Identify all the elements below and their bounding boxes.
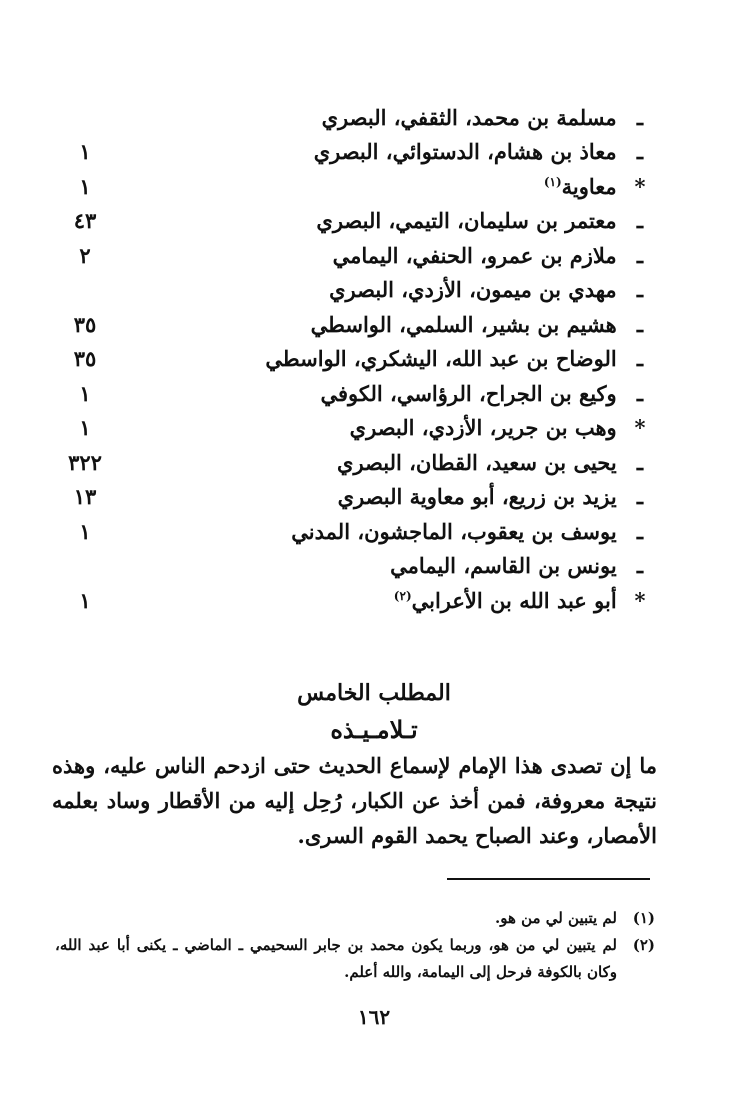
asterisk-marker: * bbox=[634, 173, 646, 199]
narration-count: ١ bbox=[79, 173, 91, 199]
narration-count: ١ bbox=[79, 518, 91, 544]
footnote-1 bbox=[55, 905, 655, 932]
narrator-entry bbox=[130, 553, 652, 578]
footnote-separator bbox=[447, 878, 650, 880]
list-item bbox=[40, 583, 652, 618]
list-item bbox=[40, 307, 652, 342]
narrator-name: أبو عبد الله بن الأعرابي bbox=[411, 587, 617, 613]
footnote-number: (٢) bbox=[632, 936, 655, 954]
dash-marker: ـ bbox=[636, 346, 644, 372]
dash-marker: ـ bbox=[636, 380, 644, 406]
narrator-entry bbox=[130, 277, 652, 302]
body-paragraph: ما إن تصدى هذا الإمام لإسماع الحديث حتى ازدحم الناس عليه، وهذه نتيجة معروفة، فمن أخذ عن الكبار، رُحِل إليه من الأقطار وساد بعلمه الأمصار، وعند الصباح يحمد القوم السرى. bbox=[52, 753, 657, 848]
narration-count: ٣٥ bbox=[73, 346, 97, 372]
footnote-text: لم يتبين لي من هو. bbox=[494, 909, 617, 927]
narrator-name: يوسف بن يعقوب، الماجشون، المدني bbox=[291, 518, 617, 544]
footnotes bbox=[55, 905, 655, 986]
dash-marker: ـ bbox=[636, 484, 644, 510]
dash-marker: ـ bbox=[636, 208, 644, 234]
footnote-reference[interactable]: (٢) bbox=[393, 588, 412, 603]
dash-marker: ـ bbox=[636, 139, 644, 165]
list-item bbox=[40, 411, 652, 446]
section-subtitle: تـلامـيـذه bbox=[330, 715, 418, 744]
narrator-entry bbox=[130, 346, 652, 371]
narrator-entry bbox=[130, 484, 652, 509]
list-item bbox=[40, 100, 652, 135]
narrator-name: يحيى بن سعيد، القطان، البصري bbox=[337, 449, 617, 475]
narrator-entry bbox=[130, 174, 652, 199]
narrator-name: معتمر بن سليمان، التيمي، البصري bbox=[316, 208, 617, 234]
list-item bbox=[40, 273, 652, 308]
dash-marker: ـ bbox=[636, 104, 644, 130]
dash-marker: ـ bbox=[636, 242, 644, 268]
narrator-name: مهدي بن ميمون، الأزدي، البصري bbox=[329, 277, 617, 303]
narration-count: ٤٣ bbox=[73, 208, 97, 234]
narrator-entry bbox=[130, 450, 652, 475]
footnote-number: (١) bbox=[632, 909, 655, 927]
dash-marker: ـ bbox=[636, 277, 644, 303]
list-item bbox=[40, 480, 652, 515]
narrator-entry bbox=[130, 415, 652, 440]
narrator-name: هشيم بن بشير، السلمي، الواسطي bbox=[310, 311, 617, 337]
narrator-name: معاوية bbox=[561, 173, 617, 199]
narrator-name: معاذ بن هشام، الدستوائي، البصري bbox=[313, 139, 617, 165]
page-number: ١٦٢ bbox=[357, 1005, 391, 1029]
narration-count: ١ bbox=[79, 380, 91, 406]
narrator-name: يزيد بن زريع، أبو معاوية البصري bbox=[337, 484, 617, 510]
narration-count: ٣٥ bbox=[73, 311, 97, 337]
narrators-list bbox=[40, 100, 652, 618]
list-item bbox=[40, 445, 652, 480]
footnote-text: لم يتبين لي من هو، وربما يكون محمد بن جابر السحيمي ـ الماضي ـ يكنى أبا عبد الله، وكان بالكوفة فرحل إلى اليمامة، والله أعلم. bbox=[55, 936, 617, 981]
section-title: المطلب الخامس bbox=[297, 680, 451, 706]
narrator-name: الوضاح بن عبد الله، اليشكري، الواسطي bbox=[265, 346, 617, 372]
list-item bbox=[40, 238, 652, 273]
narrator-entry bbox=[130, 588, 652, 613]
narrator-entry bbox=[130, 243, 652, 268]
footnote-reference[interactable]: (١) bbox=[543, 174, 562, 189]
narration-count: ٢ bbox=[79, 242, 91, 268]
list-item bbox=[40, 204, 652, 239]
narrator-entry bbox=[130, 139, 652, 164]
narration-count: ١ bbox=[79, 415, 91, 441]
narrator-entry bbox=[130, 519, 652, 544]
list-item bbox=[40, 169, 652, 204]
narrator-entry bbox=[130, 105, 652, 130]
narrator-entry bbox=[130, 312, 652, 337]
dash-marker: ـ bbox=[636, 311, 644, 337]
list-item bbox=[40, 376, 652, 411]
narration-count: ١ bbox=[79, 139, 91, 165]
dash-marker: ـ bbox=[636, 553, 644, 579]
dash-marker: ـ bbox=[636, 449, 644, 475]
narrator-entry bbox=[130, 381, 652, 406]
narration-count: ٣٢٢ bbox=[68, 449, 102, 475]
narrator-name: وكيع بن الجراح، الرؤاسي، الكوفي bbox=[320, 380, 617, 406]
asterisk-marker: * bbox=[634, 415, 646, 441]
list-item bbox=[40, 514, 652, 549]
narrator-entry bbox=[130, 208, 652, 233]
list-item bbox=[40, 549, 652, 584]
list-item bbox=[40, 342, 652, 377]
asterisk-marker: * bbox=[634, 587, 646, 613]
dash-marker: ـ bbox=[636, 518, 644, 544]
footnote-2 bbox=[55, 932, 655, 986]
narrator-name: مسلمة بن محمد، الثقفي، البصري bbox=[321, 104, 617, 130]
narration-count: ١ bbox=[79, 587, 91, 613]
narrator-name: ملازم بن عمرو، الحنفي، اليمامي bbox=[332, 242, 617, 268]
narration-count: ١٣ bbox=[73, 484, 97, 510]
narrator-name: يونس بن القاسم، اليمامي bbox=[390, 553, 617, 579]
list-item bbox=[40, 135, 652, 170]
narrator-name: وهب بن جرير، الأزدي، البصري bbox=[349, 415, 617, 441]
